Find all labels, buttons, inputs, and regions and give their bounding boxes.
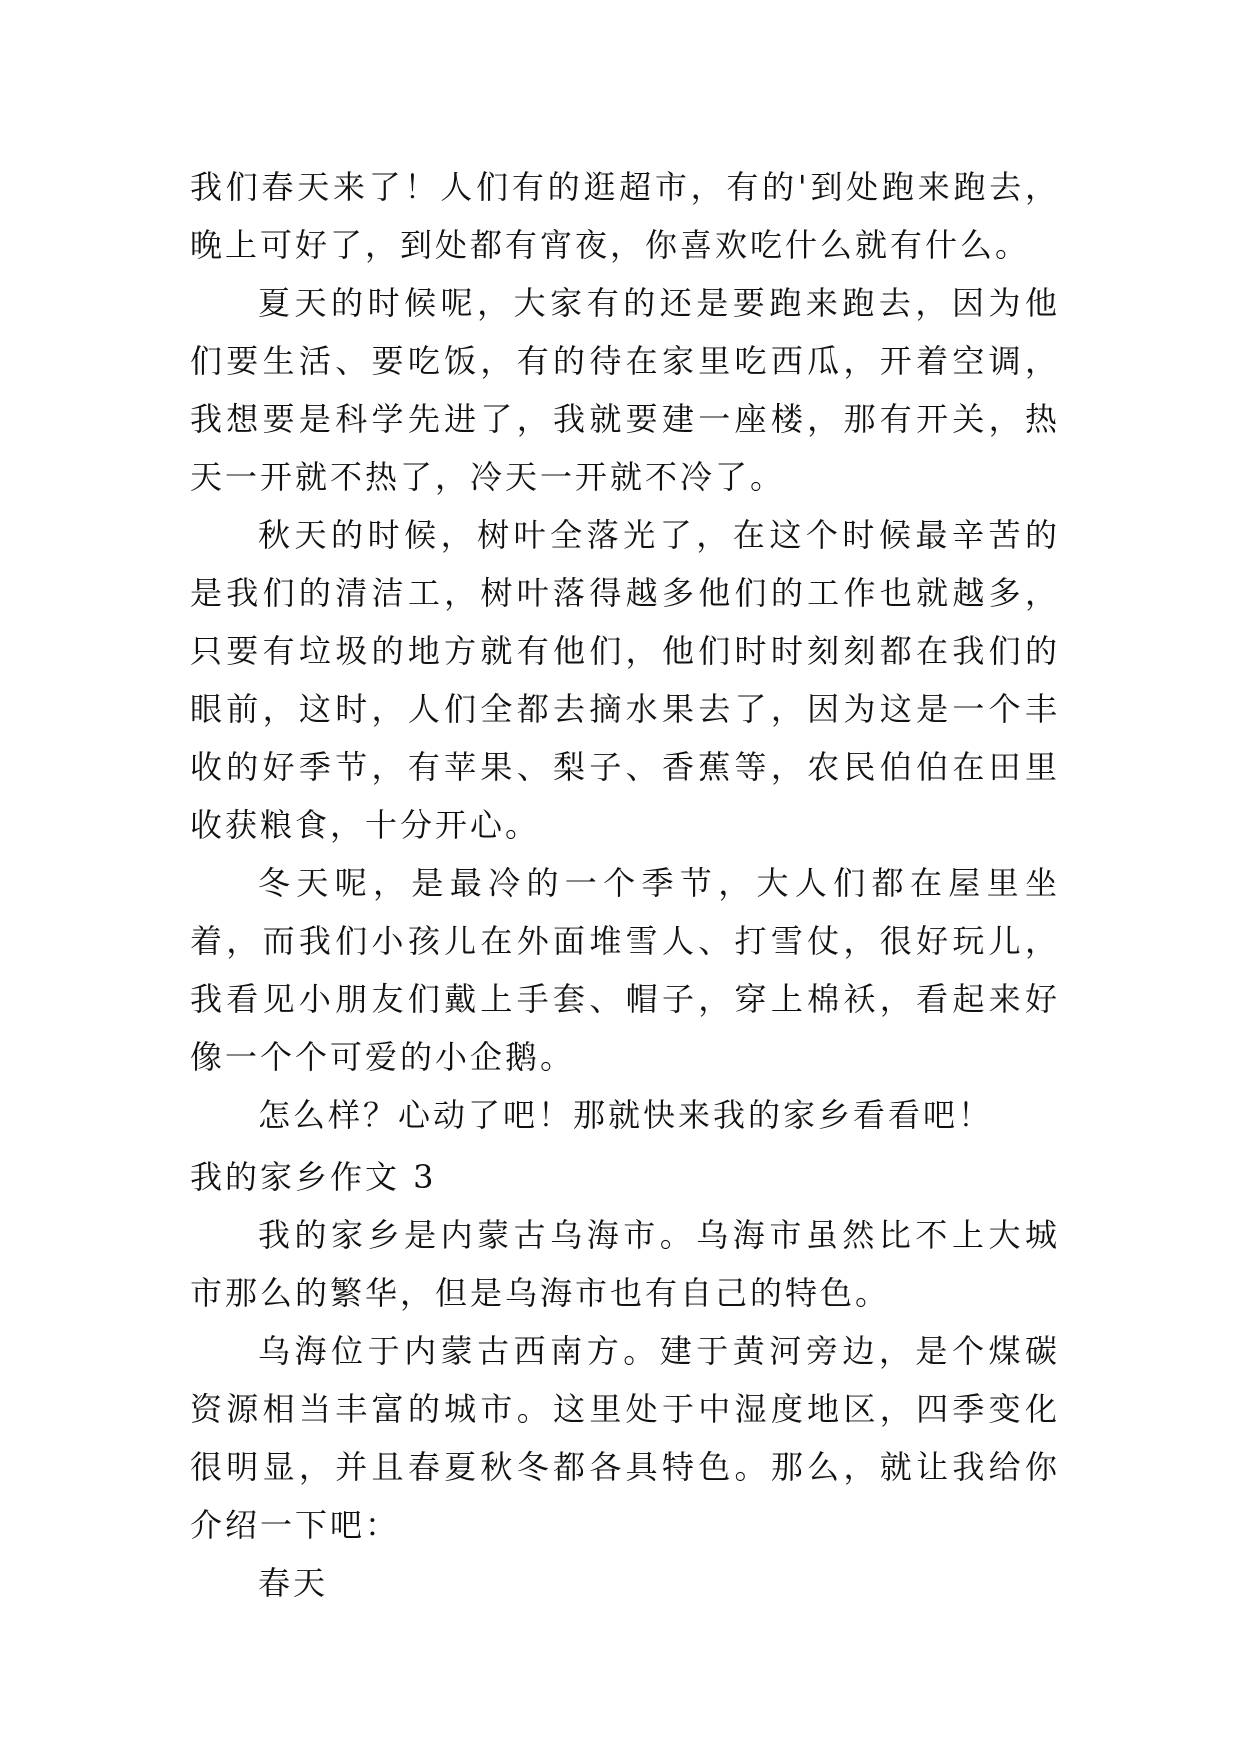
essay3-paragraph-intro: 我的家乡是内蒙古乌海市。乌海市虽然比不上大城市那么的繁华，但是乌海市也有自己的特色。 bbox=[190, 1216, 1060, 1312]
essay3-paragraph-spring-heading: 春天 bbox=[258, 1564, 329, 1602]
essay3-title: 我的家乡作文 3 bbox=[190, 1158, 437, 1196]
essay3 bbox=[190, 1148, 1060, 1612]
paragraph-winter: 冬天呢，是最冷的一个季节，大人们都在屋里坐着，而我们小孩儿在外面堆雪人、打雪仗，很好玩儿，我看见小朋友们戴上手套、帽子，穿上棉袄，看起来好像一个个可爱的小企鹅。 bbox=[190, 864, 1060, 1076]
paragraph-summer: 夏天的时候呢，大家有的还是要跑来跑去，因为他们要生活、要吃饭，有的待在家里吃西瓜，开着空调，我想要是科学先进了，我就要建一座楼，那有开关，热天一开就不热了，冷天一开就不冷了。 bbox=[190, 284, 1060, 496]
paragraph-spring-city: 我们春天来了！人们有的逛超市，有的'到处跑来跑去，晚上可好了，到处都有宵夜，你喜欢吃什么就有什么。 bbox=[190, 168, 1060, 264]
essay3-paragraph-location: 乌海位于内蒙古西南方。建于黄河旁边，是个煤碳资源相当丰富的城市。这里处于中湿度地区，四季变化很明显，并且春夏秋冬都各具特色。那么，就让我给你介绍一下吧： bbox=[190, 1332, 1060, 1544]
paragraph-closing: 怎么样？心动了吧！那就快来我的家乡看看吧！ bbox=[258, 1096, 994, 1134]
essay2-continued bbox=[190, 158, 1060, 1144]
paragraph-autumn: 秋天的时候，树叶全落光了，在这个时候最辛苦的是我们的清洁工，树叶落得越多他们的工作也就越多，只要有垃圾的地方就有他们，他们时时刻刻都在我们的眼前，这时，人们全都去摘水果去了，因为这是一个丰收的好季节，有苹果、梨子、香蕉等，农民伯伯在田里收获粮食，十分开心。 bbox=[190, 516, 1060, 844]
